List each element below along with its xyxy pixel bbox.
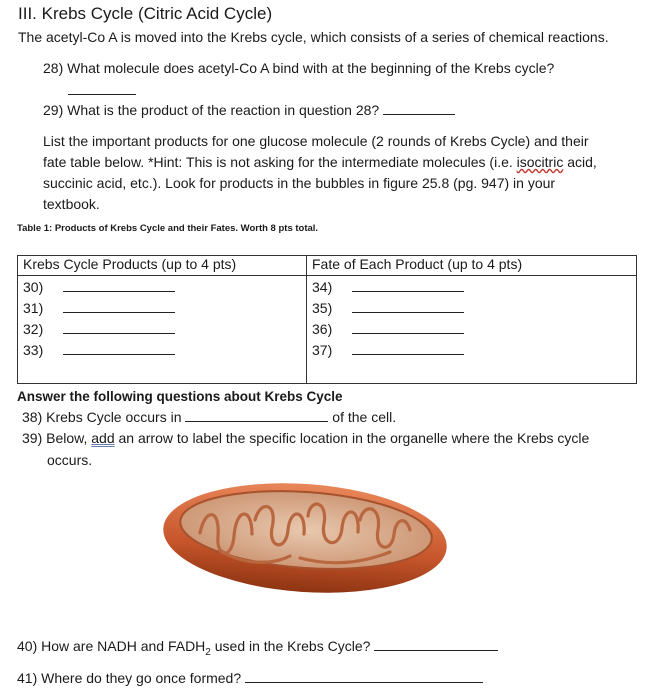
row-label: 30) <box>23 278 44 295</box>
instructions-line-2c: acid, <box>563 154 597 170</box>
question-39-a: 39) Below, <box>22 430 92 446</box>
question-38 <box>22 407 396 427</box>
table-row <box>307 318 636 339</box>
question-28: 28) What molecule does acetyl-Co A bind with at the beginning of the Krebs cycle? <box>43 60 555 76</box>
row-label: 33) <box>23 341 44 358</box>
instructions-line-2a: fate table below. *Hint: This is not asking for the intermediate molecules (i.e. <box>43 154 517 170</box>
row-label: 35) <box>312 299 333 316</box>
question-39-b: add <box>91 430 115 446</box>
table-row <box>18 339 306 360</box>
row-label: 34) <box>312 278 333 295</box>
answer-blank-34[interactable] <box>352 281 464 292</box>
mitochondrion-illustration-icon[interactable] <box>160 478 450 596</box>
answer-blank-30[interactable] <box>63 281 175 292</box>
answer-blank-28[interactable] <box>68 80 136 95</box>
products-cell <box>18 276 307 384</box>
row-label: 32) <box>23 320 44 337</box>
instructions-line-4: textbook. <box>43 196 100 212</box>
answer-blank-37[interactable] <box>352 344 464 355</box>
question-38-text: 38) Krebs Cycle occurs in <box>22 409 182 425</box>
answer-blank-29[interactable] <box>383 100 455 115</box>
question-38-suffix: of the cell. <box>332 409 397 425</box>
section-intro: The acetyl-Co A is moved into the Krebs cycle, which consists of a series of chemical reactions. <box>18 29 609 45</box>
question-41 <box>17 668 483 688</box>
row-label: 36) <box>312 320 333 337</box>
answer-blank-31[interactable] <box>63 302 175 313</box>
part2-heading: Answer the following questions about Krebs Cycle <box>17 389 343 404</box>
question-29-text: 29) What is the product of the reaction in question 28? <box>43 102 380 118</box>
question-40 <box>17 636 498 663</box>
answer-blank-40[interactable] <box>374 636 498 651</box>
question-40-sub: 2 <box>205 646 211 658</box>
answer-blank-32[interactable] <box>63 323 175 334</box>
table-row <box>18 276 306 297</box>
answer-blank-36[interactable] <box>352 323 464 334</box>
section-title: III. Krebs Cycle (Citric Acid Cycle) <box>18 4 273 23</box>
answer-blank-41[interactable] <box>245 668 483 683</box>
question-41-text: 41) Where do they go once formed? <box>17 670 242 686</box>
table-row <box>307 297 636 318</box>
table-row <box>307 339 636 360</box>
table-row <box>18 297 306 318</box>
answer-blank-35[interactable] <box>352 302 464 313</box>
question-40-b: used in the Krebs Cycle? <box>210 638 371 654</box>
question-39 <box>22 428 589 448</box>
instructions-line-2 <box>43 152 597 173</box>
question-40-a: 40) How are NADH and FADH <box>17 638 206 654</box>
table-row <box>18 318 306 339</box>
instructions-line-2b: isocitric <box>516 154 564 170</box>
row-label: 31) <box>23 299 44 316</box>
table-row <box>307 276 636 297</box>
col2-header: Fate of Each Product (up to 4 pts) <box>307 256 637 276</box>
answer-blank-33[interactable] <box>63 344 175 355</box>
col1-header: Krebs Cycle Products (up to 4 pts) <box>18 256 307 276</box>
answer-blank-38[interactable] <box>185 407 328 422</box>
row-label: 37) <box>312 341 333 358</box>
question-29 <box>43 100 455 121</box>
question-39-c: an arrow to label the specific location in the organelle where the Krebs cycle <box>114 430 590 446</box>
krebs-products-table <box>17 255 637 384</box>
instructions-block <box>43 131 597 215</box>
instructions-line-1: List the important products for one glucose molecule (2 rounds of Krebs Cycle) and their <box>43 133 589 149</box>
fates-cell <box>307 276 637 384</box>
table-caption: Table 1: Products of Krebs Cycle and their Fates. Worth 8 pts total. <box>17 223 319 234</box>
question-39-cont: occurs. <box>47 452 93 468</box>
instructions-line-3: succinic acid, etc.). Look for products in the bubbles in figure 25.8 (pg. 947) in your <box>43 175 556 191</box>
